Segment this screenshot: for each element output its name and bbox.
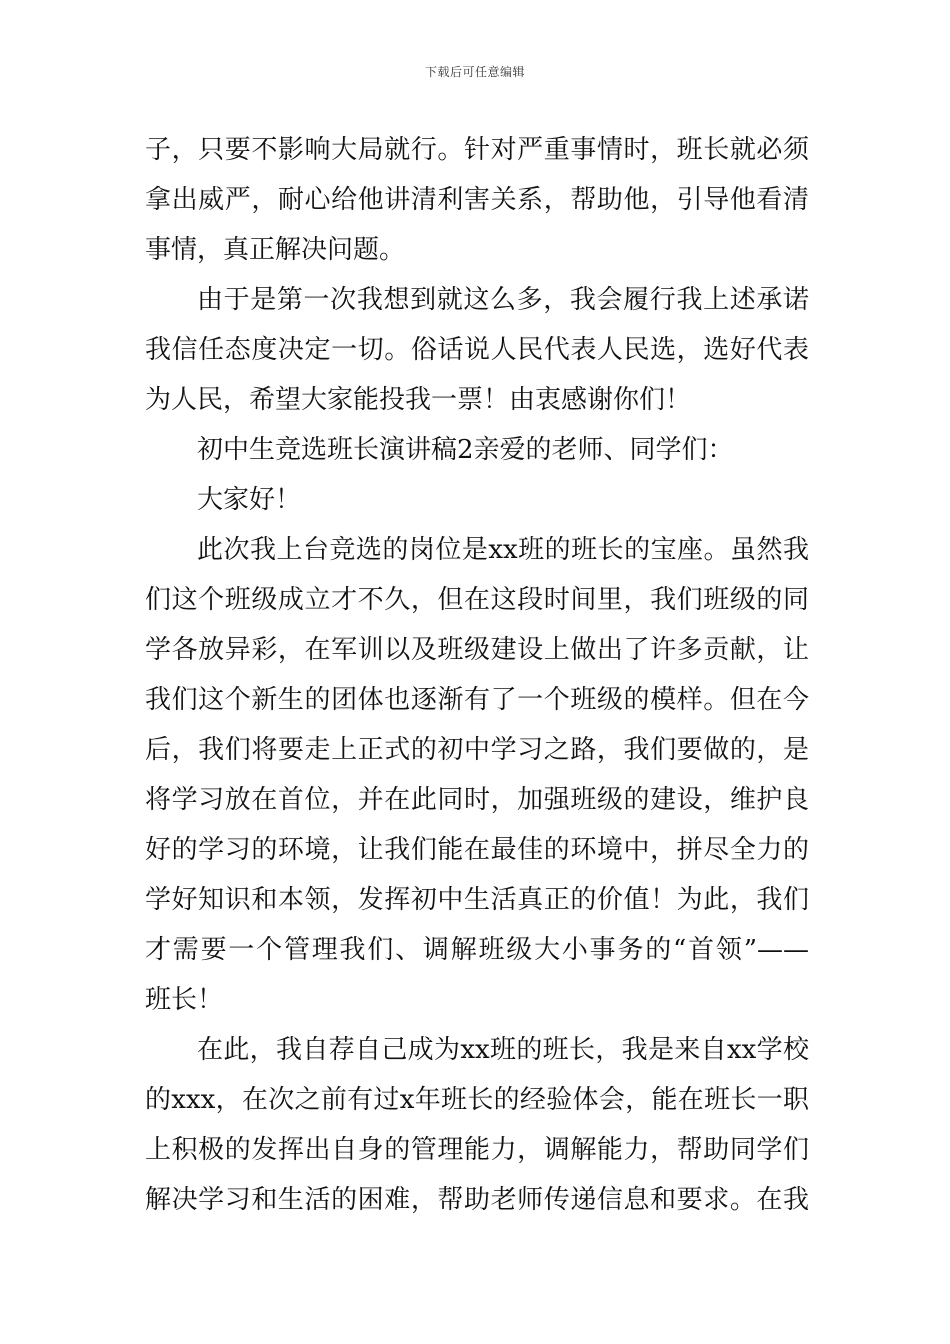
text-line: 初中生竞选班长演讲稿2亲爱的老师、同学们： — [197, 435, 734, 465]
text-line: 子，只要不影响大局就行。针对严重事情时，班长就必须 — [145, 135, 809, 165]
text-line: 在此，我自荐自己成为xx班的班长，我是来自xx学校 — [197, 1035, 809, 1065]
text-line: 事情，真正解决问题。 — [145, 235, 406, 265]
text-line: 大家好！ — [197, 485, 302, 515]
text-line: 此次我上台竞选的岗位是xx班的班长的宝座。虽然我 — [197, 535, 809, 565]
text-line: 们这个班级成立才不久，但在这段时间里，我们班级的同 — [145, 585, 809, 615]
text-line: 我信任态度决定一切。俗话说人民代表人民选，选好代表 — [145, 335, 809, 365]
text-line: 好的学习的环境，让我们能在最佳的环境中，拼尽全力的 — [145, 835, 809, 865]
page-header: 下载后可任意编辑 — [424, 65, 525, 79]
text-line: 后，我们将要走上正式的初中学习之路，我们要做的，是 — [145, 735, 809, 765]
text-line: 解决学习和生活的困难，帮助老师传递信息和要求。在我 — [145, 1185, 809, 1215]
text-line: 我们这个新生的团体也逐渐有了一个班级的模样。但在今 — [145, 685, 809, 715]
text-line: 上积极的发挥出自身的管理能力，调解能力，帮助同学们 — [145, 1135, 809, 1165]
document-body — [145, 125, 809, 1225]
text-line: 拿出威严，耐心给他讲清利害关系，帮助他，引导他看清 — [145, 185, 809, 215]
text-line: 由于是第一次我想到就这么多，我会履行我上述承诺 — [197, 285, 809, 315]
text-line: 学好知识和本领，发挥初中生活真正的价值！为此，我们 — [145, 885, 809, 915]
text-line: 将学习放在首位，并在此同时，加强班级的建设，维护良 — [145, 785, 809, 815]
text-line: 学各放异彩，在军训以及班级建设上做出了许多贡献，让 — [145, 635, 809, 665]
text-line: 才需要一个管理我们、调解班级大小事务的“首领”—— — [145, 935, 809, 965]
text-line: 班长！ — [145, 985, 224, 1015]
text-line: 为人民，希望大家能投我一票！由衷感谢你们！ — [145, 385, 692, 415]
text-line: 的xxx，在次之前有过x年班长的经验体会，能在班长一职 — [145, 1085, 809, 1115]
